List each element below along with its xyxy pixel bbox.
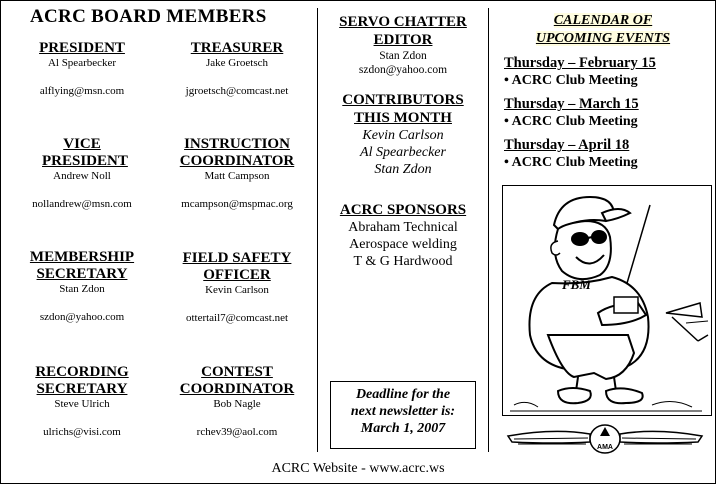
sponsors-section: [320, 201, 486, 270]
event-date: Thursday – March 15: [504, 96, 639, 112]
member-name: Andrew Noll: [53, 170, 111, 182]
member-instruction-coordinator: [170, 136, 304, 211]
event-date: Thursday – April 18: [504, 137, 630, 153]
sponsor-name: Aerospace welding: [349, 237, 457, 252]
sponsor-name: T & G Hardwood: [353, 254, 453, 269]
member-president: [20, 40, 144, 98]
deadline-line1: Deadline for the: [355, 387, 451, 402]
servo-heading-line1: SERVO CHATTER: [339, 14, 467, 30]
sponsor-name: Abraham Technical: [348, 220, 458, 235]
bullet-icon: •: [504, 114, 512, 129]
member-role: INSTRUCTION COORDINATOR: [179, 136, 295, 169]
event-title-row: [504, 113, 712, 130]
contributor-name: Al Spearbecker: [360, 145, 446, 160]
footer-website: ACRC Website - www.acrc.ws: [271, 461, 445, 476]
member-name: Al Spearbecker: [47, 57, 117, 69]
contributors-heading-line2: THIS MONTH: [354, 110, 452, 126]
ama-badge-text: AMA: [597, 444, 613, 451]
pilot-cartoon-illustration: [502, 185, 712, 420]
event-item: [504, 137, 712, 171]
member-recording-secretary: [20, 364, 144, 439]
member-email: nollandrew@msn.com: [32, 198, 132, 210]
member-membership-secretary: [20, 249, 144, 324]
member-email: jgroetsch@comcast.net: [185, 85, 289, 97]
ama-wings-logo: [504, 422, 706, 456]
member-name: Jake Groetsch: [205, 57, 268, 69]
member-role: PRESIDENT: [39, 40, 125, 56]
calendar-title-text: CALENDAR OF: [553, 13, 653, 28]
contributors-section: [320, 91, 486, 178]
member-email: alflying@msn.com: [39, 85, 125, 97]
servo-heading-line2: EDITOR: [373, 32, 433, 48]
member-name: Bob Nagle: [213, 398, 261, 410]
contributor-name: Stan Zdon: [374, 162, 432, 177]
bullet-icon: •: [504, 73, 512, 88]
contributors-heading-line1: CONTRIBUTORS: [342, 92, 464, 108]
event-title: ACRC Club Meeting: [511, 114, 638, 129]
member-email: mcampson@mspmac.org: [181, 198, 293, 210]
contributor-name: Kevin Carlson: [362, 128, 444, 143]
event-title-row: [504, 154, 712, 171]
calendar-title-text: UPCOMING EVENTS: [535, 31, 671, 46]
divider-right: [488, 8, 489, 452]
event-item: [504, 96, 712, 130]
calendar-section: [492, 12, 714, 48]
member-field-safety-officer: [170, 250, 304, 325]
divider-left: [317, 8, 318, 452]
member-treasurer: [170, 40, 304, 98]
member-role: FIELD SAFETY OFFICER: [182, 250, 292, 283]
event-list: [504, 55, 712, 171]
servo-email: szdon@yahoo.com: [358, 64, 448, 76]
calendar-title-line2: [492, 30, 714, 48]
member-vice-president: [20, 136, 144, 211]
member-name: Matt Campson: [204, 170, 270, 182]
member-email: ulrichs@visi.com: [43, 426, 121, 438]
event-item: [504, 55, 712, 89]
shirt-text: FBM: [562, 277, 591, 292]
member-email: ottertail7@comcast.net: [185, 312, 289, 324]
member-role: TREASURER: [190, 40, 284, 56]
event-title: ACRC Club Meeting: [511, 73, 638, 88]
member-name: Stan Zdon: [59, 283, 105, 295]
deadline-line3: March 1, 2007: [360, 421, 446, 436]
sponsors-heading: ACRC SPONSORS: [339, 202, 467, 218]
member-role: RECORDING SECRETARY: [35, 364, 129, 397]
servo-editor-section: [320, 13, 486, 77]
deadline-line2: next newsletter is:: [350, 404, 456, 419]
event-title: ACRC Club Meeting: [511, 155, 638, 170]
member-email: rchev39@aol.com: [196, 426, 278, 438]
member-name: Kevin Carlson: [205, 284, 269, 296]
event-title-row: [504, 72, 712, 89]
member-role: VICE PRESIDENT: [42, 136, 128, 169]
board-title: ACRC BOARD MEMBERS: [30, 6, 267, 27]
member-email: szdon@yahoo.com: [39, 311, 125, 323]
servo-name: Stan Zdon: [379, 50, 427, 62]
member-name: Steve Ulrich: [54, 398, 110, 410]
bullet-icon: •: [504, 155, 512, 170]
member-role: CONTEST COORDINATOR: [179, 364, 295, 397]
event-date: Thursday – February 15: [504, 55, 656, 71]
member-contest-coordinator: [170, 364, 304, 439]
member-role: MEMBERSHIP SECRETARY: [29, 249, 135, 282]
calendar-title-line1: [492, 12, 714, 30]
deadline-box: [330, 381, 476, 449]
